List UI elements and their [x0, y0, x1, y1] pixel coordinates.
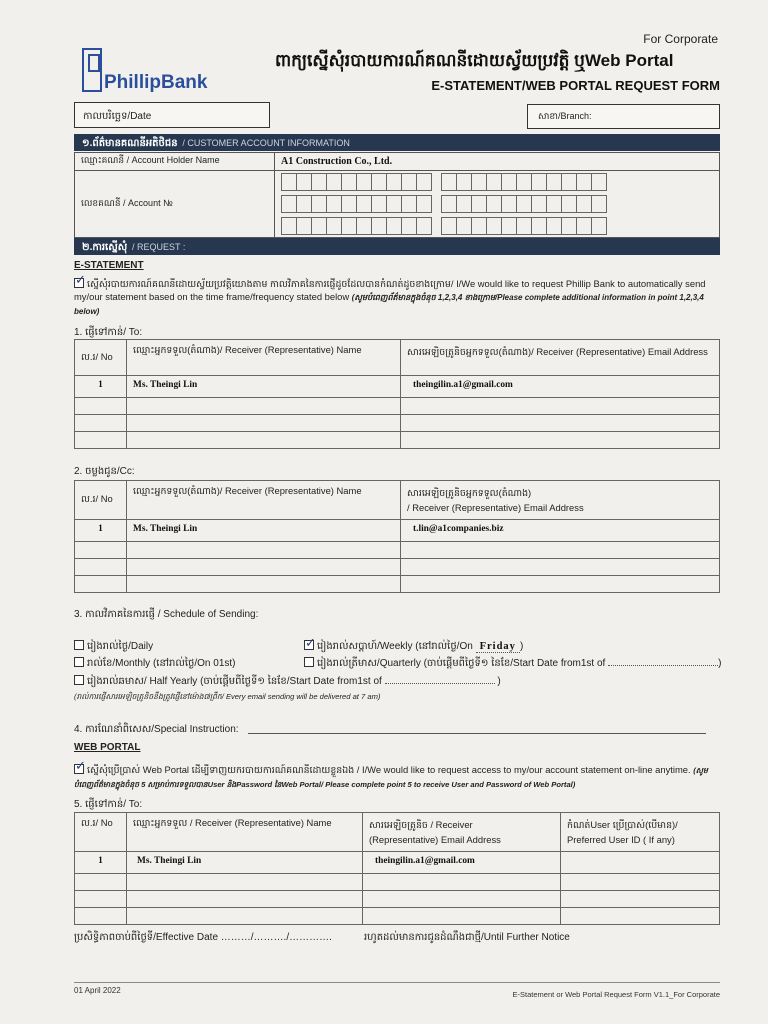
form-title-khmer: ពាក្យស្នើសុំរបាយការណ៍គណនីដោយស្វ័យប្រវត្តិ ឬWeb Portal	[275, 51, 674, 70]
empty-cell[interactable]	[561, 908, 720, 925]
half-yearly-checkbox[interactable]	[74, 675, 84, 685]
wp-col-user-2: Preferred User ID ( If any)	[567, 834, 675, 845]
quarterly-month-field[interactable]	[608, 665, 718, 666]
weekly-option[interactable]	[304, 639, 523, 654]
branch-field[interactable]	[527, 104, 720, 129]
empty-cell[interactable]	[363, 874, 561, 891]
empty-cell[interactable]	[75, 398, 127, 415]
wp-col-user-1: កំណត់User ប្រើប្រាស់(បើមាន)/	[567, 819, 678, 830]
half-yearly-option[interactable]: រៀងរាល់ឆមាស/ Half Yearly (ចាប់ផ្តើមពីថ្ងៃទី១ នៃខែ/Start Date from1st of )	[74, 674, 501, 689]
section-customer-info-header	[74, 134, 720, 151]
empty-cell[interactable]	[401, 398, 720, 415]
account-info-table	[74, 152, 720, 238]
empty-cell[interactable]	[561, 874, 720, 891]
table-row	[75, 432, 720, 449]
estatement-checkbox[interactable]	[74, 278, 84, 288]
table-row	[75, 908, 720, 925]
estatement-heading: E-STATEMENT	[74, 260, 144, 271]
logo-text: PhillipBank	[104, 72, 208, 93]
weekly-checkbox[interactable]	[304, 640, 314, 650]
monthly-checkbox[interactable]	[74, 657, 84, 667]
wp-row1-email[interactable]: theingilin.a1@gmail.com	[363, 852, 561, 874]
table-row	[75, 852, 720, 874]
estatement-text: ស្នើសុំរបាយការណ៍គណនីដោយស្វ័យប្រវត្តិយោងតាម កាលវិភាគនៃការផ្ញើដូចដែលបានកំណត់ដូចខាងក្រោម/ I/We would like to request Phillip Bank to automatically send my/our statement based on the time frame/frequency stated below	[74, 278, 706, 302]
estatement-request-text	[74, 277, 724, 318]
cc-col-name: ឈ្មោះអ្នកទទួល(តំណាង)/ Receiver (Representative) Name	[127, 481, 401, 520]
empty-cell[interactable]	[127, 576, 401, 593]
half-yearly-label: រៀងរាល់ឆមាស/ Half Yearly (ចាប់ផ្តើមពីថ្ងៃទី១ នៃខែ/Start Date from1st of	[87, 676, 382, 687]
schedule-note: (រាល់ការផ្ញើសារអេឡិចត្រូនិចនឹងត្រូវផ្ញើនៅម៉ោង៧ព្រឹក/ Every email sending will be delivered at 7 am)	[74, 692, 381, 701]
wp-col-no: ល.រ/ No	[75, 813, 127, 852]
wp-row1-user[interactable]	[561, 852, 720, 874]
account-number-label: លេខគណនី / Account №	[75, 171, 275, 238]
effective-date-label[interactable]: ប្រសិទ្ធិភាពចាប់ពីថ្ងៃទី/Effective Date ………/………./………….	[74, 932, 332, 943]
quarterly-option[interactable]: រៀងរាល់ត្រីមាស/Quarterly (ចាប់ផ្តើមពីថ្ងៃទី១ នៃខែ/Start Date from1st of )	[304, 656, 721, 671]
web-portal-request-text	[74, 763, 724, 791]
empty-cell[interactable]	[363, 891, 561, 908]
special-instruction-field[interactable]	[248, 733, 706, 734]
cc-row1-email[interactable]: t.lin@a1companies.biz	[401, 520, 720, 542]
section2-title-kh: ២.ការស្នើសុំ	[82, 242, 128, 253]
wp-col-user	[561, 813, 720, 852]
cc-col-email-kh: សារអេឡិចត្រូនិចអ្នកទទួល(តំណាង)	[407, 487, 532, 498]
cc-col-email-en: / Receiver (Representative) Email Address	[407, 502, 584, 513]
form-title-english: E-STATEMENT/WEB PORTAL REQUEST FORM	[431, 78, 720, 93]
empty-cell[interactable]	[401, 559, 720, 576]
table-row	[75, 398, 720, 415]
quarterly-label: រៀងរាល់ត្រីមាស/Quarterly (ចាប់ផ្តើមពីថ្ងៃទី១ នៃខែ/Start Date from1st of	[317, 658, 606, 669]
daily-checkbox[interactable]	[74, 640, 84, 650]
daily-label: រៀងរាល់ថ្ងៃ/Daily	[87, 641, 154, 652]
cc-col-no: ល.រ/ No	[75, 481, 127, 520]
monthly-option[interactable]	[74, 656, 236, 671]
table-row	[75, 559, 720, 576]
empty-cell[interactable]	[75, 908, 127, 925]
wp-col-email-2: (Representative) Email Address	[369, 834, 501, 845]
empty-cell[interactable]	[127, 908, 363, 925]
to-col-no: ល.រ/ No	[75, 340, 127, 376]
empty-cell[interactable]	[75, 415, 127, 432]
empty-cell[interactable]	[363, 908, 561, 925]
table-row	[75, 376, 720, 398]
footer-form-id: E-Statement or Web Portal Request Form V1.1_For Corporate	[512, 990, 720, 999]
empty-cell[interactable]	[561, 891, 720, 908]
to-row1-no: 1	[75, 376, 127, 398]
web-portal-note: (សូមបំពេញព័ត៌មានក្នុងចំនុច 5 សម្រាប់ការទទួលបានUser និងPassword នៃWeb Portal/ Please complete point 5 to receive User and Password of Web Portal)	[74, 766, 708, 789]
section1-title-kh: ១.ព័ត៌មានគណនីអតិថិជន	[82, 138, 178, 149]
table-row	[75, 415, 720, 432]
weekly-end: )	[519, 641, 524, 652]
cc-row1-name[interactable]: Ms. Theingi Lin	[127, 520, 401, 542]
for-corporate-label: For Corporate	[643, 32, 718, 46]
empty-cell[interactable]	[401, 576, 720, 593]
empty-cell[interactable]	[401, 432, 720, 449]
holder-name-value[interactable]: A1 Construction Co., Ltd.	[275, 153, 720, 171]
account-cells-2b[interactable]	[441, 195, 606, 213]
account-cells-1a[interactable]	[281, 173, 431, 191]
cc-receivers-table	[74, 480, 720, 593]
table-row	[75, 891, 720, 908]
section1-title-en: / CUSTOMER ACCOUNT INFORMATION	[182, 138, 350, 148]
wp-row1-no: 1	[75, 852, 127, 874]
cc-col-email	[401, 481, 720, 520]
half-yearly-month-field[interactable]	[385, 683, 495, 684]
empty-cell[interactable]	[127, 398, 401, 415]
to-col-email: សារអេឡិចត្រូនិចអ្នកទទួល(តំណាង)/ Receiver (Representative) Email Address	[401, 340, 720, 376]
empty-cell[interactable]	[127, 874, 363, 891]
phillipbank-logo	[82, 48, 222, 94]
section-request-header	[74, 238, 720, 255]
weekly-label: រៀងរាល់សប្តាហ៍/Weekly (នៅរាល់ថ្ងៃ/On	[317, 641, 473, 652]
empty-cell[interactable]	[75, 874, 127, 891]
footer-divider	[74, 982, 720, 983]
wp-to-heading: 5. ផ្ញើទៅកាន់/ To:	[74, 799, 143, 810]
empty-cell[interactable]	[127, 891, 363, 908]
weekly-day-value[interactable]: Friday	[476, 641, 520, 653]
empty-cell[interactable]	[127, 542, 401, 559]
section2-title-en: / REQUEST :	[132, 242, 186, 252]
account-cells-1b[interactable]	[441, 173, 606, 191]
quarterly-checkbox[interactable]	[304, 657, 314, 667]
wp-row1-name[interactable]: Ms. Theingi Lin	[127, 852, 363, 874]
empty-cell[interactable]	[401, 415, 720, 432]
empty-cell[interactable]	[127, 432, 401, 449]
empty-cell[interactable]	[401, 542, 720, 559]
estatement-note: (សូមបំពេញព័ត៌មានក្នុងចំនុច 1,2,3,4 ខាងក្រោម/Please complete additional information in point 1,2,3,4 below)	[74, 293, 704, 316]
empty-cell[interactable]	[127, 559, 401, 576]
wp-col-name: ឈ្មោះអ្នកទទួល / Receiver (Representative) Name	[127, 813, 363, 852]
to-row1-email[interactable]: theingilin.a1@gmail.com	[401, 376, 720, 398]
web-portal-text: ស្នើសុំប្រើប្រាស់ Web Portal ដើម្បីទាញយករបាយការណ៍គណនីដោយខ្លួនឯង / I/We would like to request access to my/our account statement on-line anytime.	[87, 764, 691, 775]
special-instruction-heading: 4. ការណែនាំពិសេស/Special Instruction:	[74, 724, 239, 735]
wp-col-email-1: សារអេឡិចត្រូនិច / Receiver	[369, 819, 473, 830]
empty-cell[interactable]	[75, 542, 127, 559]
to-receivers-table	[74, 339, 720, 449]
daily-option[interactable]	[74, 639, 153, 654]
schedule-heading: 3. កាលវិភាគនៃការផ្ញើ / Schedule of Sending:	[74, 609, 259, 620]
table-row	[75, 874, 720, 891]
empty-cell[interactable]	[75, 576, 127, 593]
account-number-grid[interactable]	[275, 171, 720, 238]
until-notice-label: រហូតដល់មានការជូនដំណឹងជាថ្មី/Until Further Notice	[364, 932, 570, 943]
logo-mark-icon	[82, 48, 102, 92]
web-portal-checkbox[interactable]	[74, 764, 84, 774]
web-portal-heading: WEB PORTAL	[74, 742, 141, 753]
account-cells-2a[interactable]	[281, 195, 431, 213]
to-heading: 1. ផ្ញើទៅកាន់/ To:	[74, 327, 143, 338]
cc-heading: 2. ចម្លងជូន/Cc:	[74, 466, 135, 477]
account-cells-3b[interactable]	[441, 217, 606, 235]
empty-cell[interactable]	[75, 891, 127, 908]
branch-label: សាខា/Branch:	[538, 111, 592, 121]
holder-name-label: ឈ្មោះគណនី / Account Holder Name	[75, 153, 275, 171]
to-col-name: ឈ្មោះអ្នកទទួល(តំណាង)/ Receiver (Representative) Name	[127, 340, 401, 376]
to-row1-name[interactable]: Ms. Theingi Lin	[127, 376, 401, 398]
cc-row1-no: 1	[75, 520, 127, 542]
monthly-label: រាល់ខែ/Monthly (នៅរាល់ថ្ងៃ/On 01st)	[87, 658, 236, 669]
table-row	[75, 542, 720, 559]
table-row	[75, 520, 720, 542]
date-label: កាលបរិច្ឆេទ/Date	[83, 111, 152, 122]
table-row	[75, 576, 720, 593]
date-field[interactable]	[74, 102, 270, 128]
account-cells-3a[interactable]	[281, 217, 431, 235]
empty-cell[interactable]	[75, 432, 127, 449]
empty-cell[interactable]	[75, 559, 127, 576]
empty-cell[interactable]	[127, 415, 401, 432]
footer-date: 01 April 2022	[74, 986, 121, 995]
wp-col-email	[363, 813, 561, 852]
web-portal-receivers-table	[74, 812, 720, 925]
